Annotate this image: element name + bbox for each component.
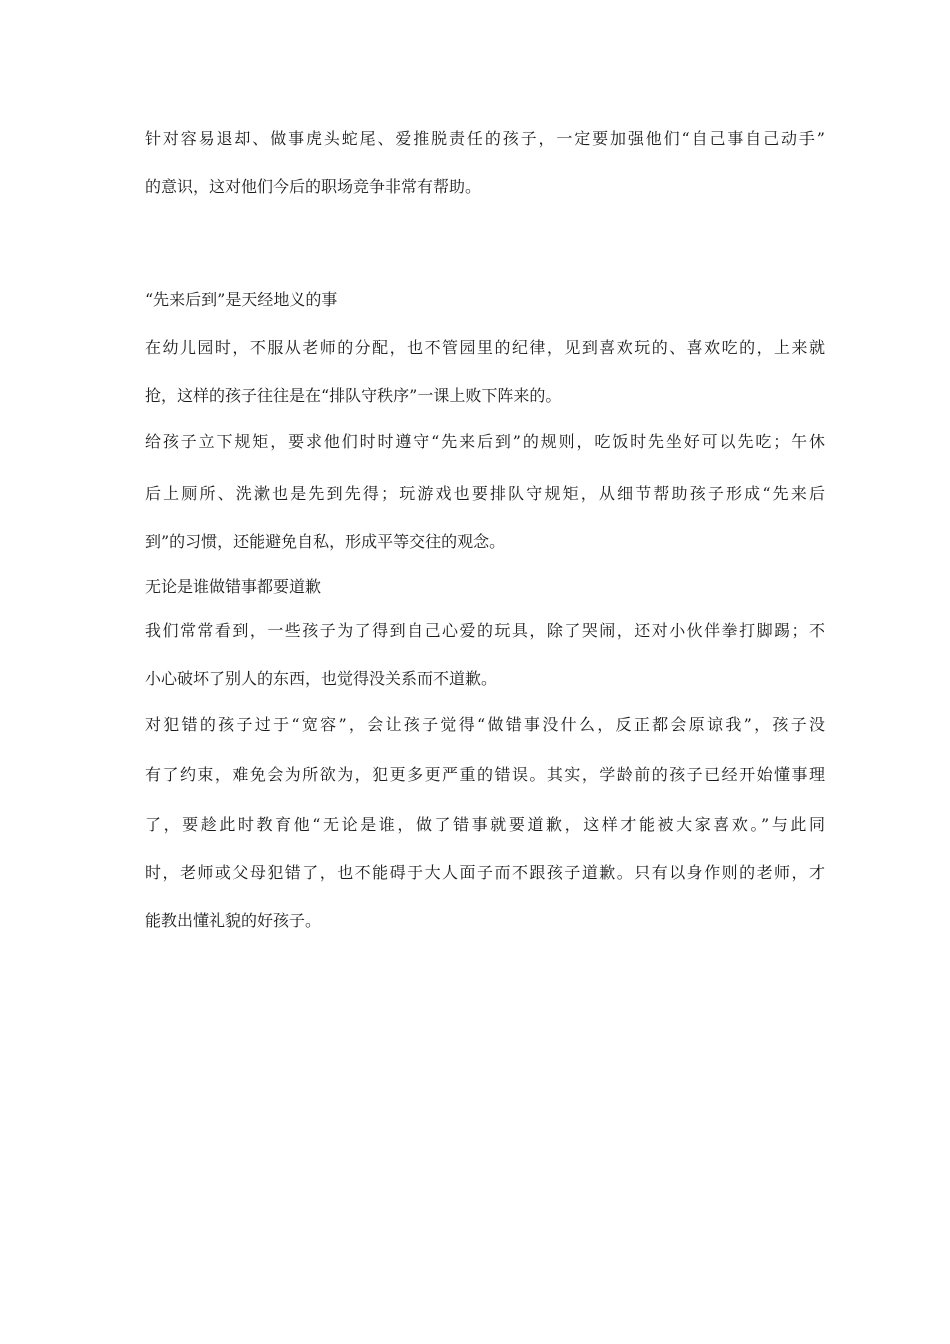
paragraph-line: 后上厕所、洗漱也是先到先得；玩游戏也要排队守规矩，从细节帮助孩子形成“先来后 xyxy=(145,484,825,503)
section-heading-1: “先来后到”是天经地义的事 xyxy=(145,290,338,309)
paragraph-line: 小心破坏了别人的东西，也觉得没关系而不道歉。 xyxy=(145,669,498,688)
paragraph-line: 我们常常看到，一些孩子为了得到自己心爱的玩具，除了哭闹，还对小伙伴拳打脚踢；不 xyxy=(145,621,825,640)
paragraph-line: 抢，这样的孩子往往是在“排队守秩序”一课上败下阵来的。 xyxy=(145,386,562,405)
paragraph-line: 给孩子立下规矩，要求他们时时遵守“先来后到”的规则，吃饭时先坐好可以先吃；午休 xyxy=(145,432,825,451)
paragraph-line: 的意识，这对他们今后的职场竞争非常有帮助。 xyxy=(145,177,482,196)
paragraph-line: 有了约束，难免会为所欲为，犯更多更严重的错误。其实，学龄前的孩子已经开始懂事理 xyxy=(145,765,825,784)
paragraph-line: 能教出懂礼貌的好孩子。 xyxy=(145,911,322,930)
paragraph-line: 对犯错的孩子过于“宽容”，会让孩子觉得“做错事没什么，反正都会原谅我”，孩子没 xyxy=(145,715,825,734)
paragraph-line: 在幼儿园时，不服从老师的分配，也不管园里的纪律，见到喜欢玩的、喜欢吃的，上来就 xyxy=(145,338,825,357)
paragraph-line: 到”的习惯，还能避免自私，形成平等交往的观念。 xyxy=(145,532,506,551)
section-heading-2: 无论是谁做错事都要道歉 xyxy=(145,577,322,596)
paragraph-line: 了，要趁此时教育他“无论是谁，做了错事就要道歉，这样才能被大家喜欢。”与此同 xyxy=(145,815,825,834)
paragraph-line: 针对容易退却、做事虎头蛇尾、爱推脱责任的孩子，一定要加强他们“自己事自己动手” xyxy=(145,129,825,148)
paragraph-line: 时，老师或父母犯错了，也不能碍于大人面子而不跟孩子道歉。只有以身作则的老师，才 xyxy=(145,863,825,882)
